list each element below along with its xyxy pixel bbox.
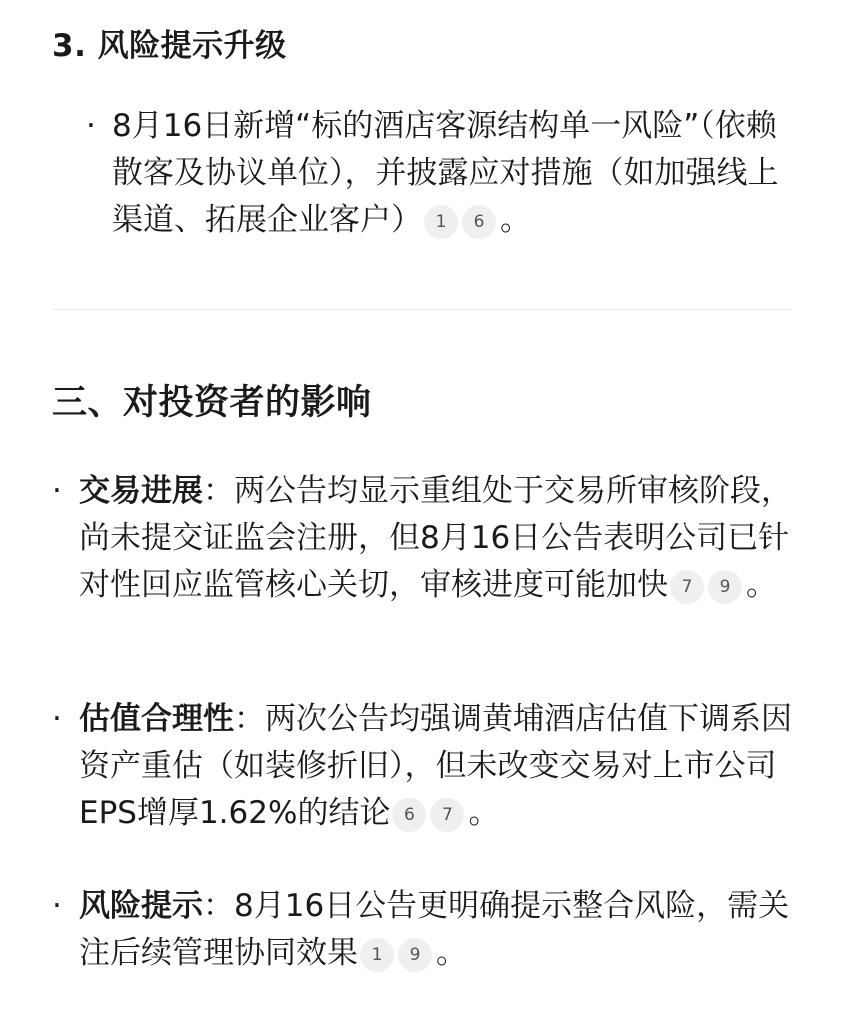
item-colon: ： <box>203 888 234 924</box>
citation-badge[interactable]: 1 <box>360 938 394 972</box>
bullet: · <box>86 108 96 144</box>
citation-badge[interactable]: 1 <box>424 205 458 239</box>
citation-badge[interactable]: 6 <box>462 205 496 239</box>
citation-badge[interactable]: 7 <box>670 570 704 604</box>
list-item <box>86 103 786 244</box>
item-colon: ： <box>203 473 234 509</box>
investor-impact-item-2 <box>52 696 792 837</box>
item-end-punct: 。 <box>746 567 777 603</box>
citation-badge[interactable]: 7 <box>430 798 464 832</box>
item-text: 两公告均显示重组处于交易所审核阶段，尚未提交证监会注册，但8月16日公告表明公司已针对性回应监管核心关切，审核进度可能加快 <box>79 473 792 603</box>
citation-badge[interactable]: 9 <box>708 570 742 604</box>
risk-upgrade-list <box>86 103 786 244</box>
item-label: 风险提示 <box>79 888 203 924</box>
item-end-punct: 。 <box>500 202 531 238</box>
item-text: 8月16日新增“标的酒店客源结构单一风险”（依赖散客及协议单位），并披露应对措施（如加强线上渠道、拓展企业客户） <box>112 108 779 238</box>
section-divider <box>52 309 792 310</box>
item-text: 8月16日公告更明确提示整合风险，需关注后续管理协同效果 <box>79 888 790 971</box>
item-end-punct: 。 <box>468 795 500 831</box>
bullet: · <box>52 701 62 737</box>
item-end-punct: 。 <box>436 935 467 971</box>
citation-badge[interactable]: 6 <box>392 798 426 832</box>
section-heading-risk-upgrade: 3. 风险提示升级 <box>52 28 287 64</box>
investor-impact-item-1 <box>52 468 792 609</box>
list-item <box>52 468 792 609</box>
section-heading-investor-impact: 三、对投资者的影响 <box>52 383 372 423</box>
list-item <box>52 883 792 977</box>
item-label: 交易进展 <box>79 473 203 509</box>
list-item <box>52 696 792 837</box>
citation-badge[interactable]: 9 <box>398 938 432 972</box>
investor-impact-item-3 <box>52 883 792 977</box>
item-label: 估值合理性 <box>79 701 234 737</box>
bullet: · <box>52 888 62 924</box>
item-text: 两次公告均强调黄埔酒店估值下调系因资产重估（如装修折旧），但未改变交易对上市公司EPS增厚1.62%的结论 <box>79 701 792 831</box>
item-colon: ： <box>234 701 265 737</box>
bullet: · <box>52 473 62 509</box>
